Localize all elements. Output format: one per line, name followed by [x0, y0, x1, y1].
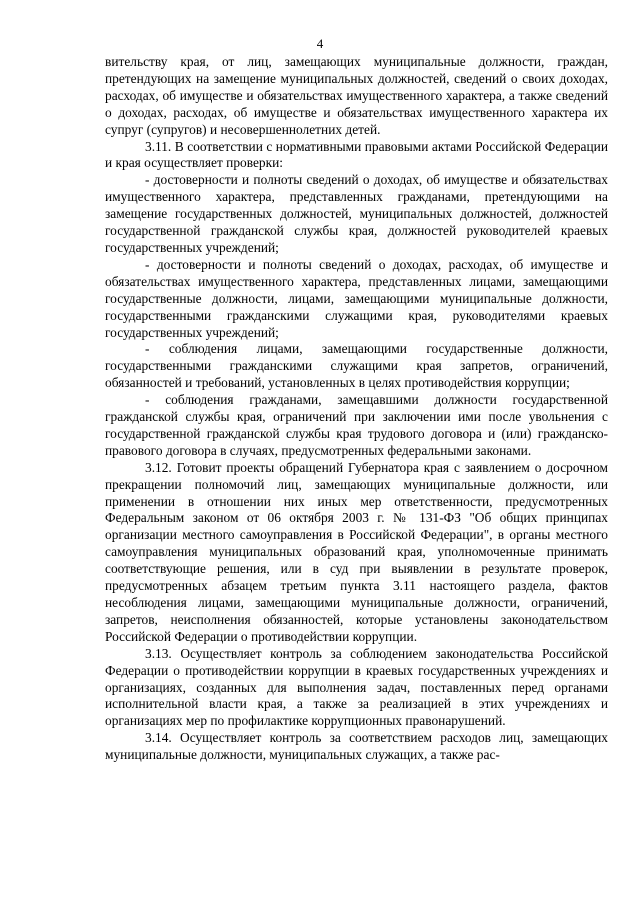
paragraph-item-3-11-c: - соблюдения лицами, замещающими государственные должности, государственными гражданскими служащими края запретов, ограничений, обязанностей и требований, установленных в целях противодействия коррупции; — [105, 341, 608, 391]
paragraph-item-3-11-a: - достоверности и полноты сведений о доходах, об имуществе и обязательствах имущественного характера, представленных гражданами, претендующими на замещение государственных должностей, муниципальных должностей, должностей государственной гражданской службы края, должностей руководителей краевых государственных учреждений; — [105, 172, 608, 255]
paragraph-item-3-11-d: - соблюдения гражданами, замещавшими должности государственной гражданской службы края, ограничений при заключении ими после увольнения с государственной гражданской службы края трудового договора и (или) гражданско-правового договора в случаях, предусмотренных федеральными законами. — [105, 392, 608, 458]
paragraph-continuation: вительству края, от лиц, замещающих муниципальные должности, граждан, претендующих на замещение муниципальных должностей, сведений о своих доходах, расходах, об имуществе и обязательствах имущественного характера, а также сведений о доходах, расходах, об имуществе и обязательствах имущественного характера их супруг (супругов) и несовершеннолетних детей. — [105, 54, 608, 137]
paragraph-item-3-11: 3.11. В соответствии с нормативными правовыми актами Российской Федерации и края осуществляет проверки: — [105, 138, 608, 171]
page-number: 4 — [316, 36, 324, 51]
document-body — [105, 54, 608, 764]
paragraph-item-3-12: 3.12. Готовит проекты обращений Губернатора края с заявлением о досрочном прекращении полномочий лиц, замещающих муниципальные должности, или применении в отношении них иных мер ответственности, предусмотренных Федеральным законом от 06 октября 2003 г. № 131-ФЗ "Об общих принципах организации местного самоуправления в Российской Федерации", в органы местного самоуправления муниципальных образований края, уполномоченные принимать соответствующие решения, или в суд при выявлении в результате проверок, предусмотренных абзацем третьим пункта 3.11 настоящего раздела, фактов несоблюдения лицами, замещающими муниципальные должности, ограничений, запретов, неисполнения обязанностей, которые установлены законодательством Российской Федерации о противодействии коррупции. — [105, 459, 608, 644]
paragraph-item-3-14: 3.14. Осуществляет контроль за соответствием расходов лиц, замещающих муниципальные должности, муниципальных служащих, а также рас- — [105, 730, 608, 763]
paragraph-item-3-13: 3.13. Осуществляет контроль за соблюдением законодательства Российской Федерации о противодействии коррупции в краевых государственных учреждениях и организациях, созданных для выполнения задач, поставленных перед органами исполнительной власти края, а также за реализацией в этих учреждениях и организациях мер по профилактике коррупционных правонарушений. — [105, 645, 608, 729]
paragraph-item-3-11-b: - достоверности и полноты сведений о доходах, расходах, об имуществе и обязательствах имущественного характера, представленных лицами, замещающими государственные должности, лицами, замещающими муниципальные должности, государственными гражданскими служащими края, руководителями краевых государственных учреждений; — [105, 256, 608, 340]
